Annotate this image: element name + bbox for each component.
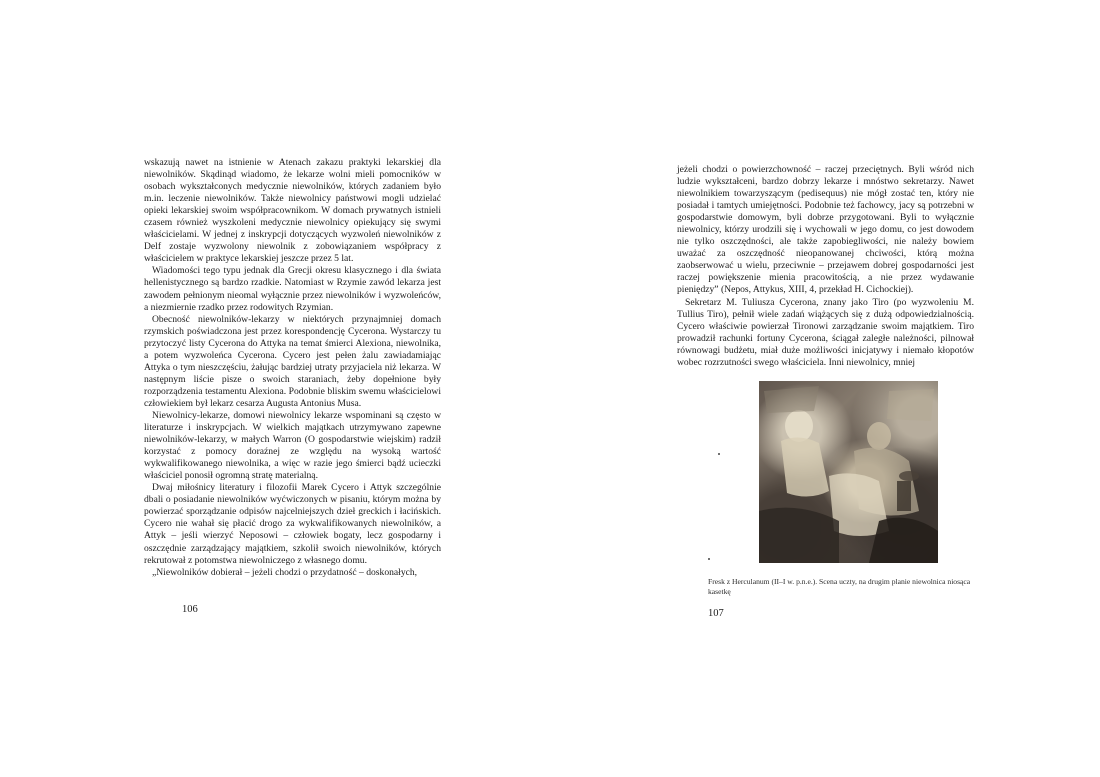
paragraph: jeżeli chodzi o powierzchowność – raczej przeciętnych. Byli wśród nich ludzie wykształceni, bardzo dobrzy lekarze i mnóstwo sekretarzy. Nawet niewolnikiem towarzyszącym (pedisequus) nie mógł zostać ten, który nie posiadał i tamtych umiejętności. Podobnie też fachowcy, jacy są potrzebni w gospodarstwie domowym, byli dobrze przygotowani. Byli to wyłącznie niewolnicy, którzy urodzili się i wychowali w jego domu, co jest dowodem nie tylko oszczędności, ale także zapobiegliwości, nie należy bowiem uważać za oszczędność nieopanowanej chciwości, którą można zaobserwować u wielu, przeciwnie – przejawem dobrej gospodarności jest raczej powiększenie mienia pracowitością, a nie przez wydawanie pieniędzy” (Nepos, Attykus, XIII, 4, przekład H. Cichockiej). xyxy=(677,164,974,296)
fresco-image xyxy=(759,381,938,563)
left-page-text xyxy=(144,157,441,579)
paragraph: Wiadomości tego typu jednak dla Grecji okresu klasycznego i dla świata hellenistycznego są bardzo rzadkie. Natomiast w Rzymie zawód lekarza jest zawodem pełnionym nieomal wyłącznie przez niewolników i wyzwoleńców, a niezmiernie rzadko przez rodowitych Rzymian. xyxy=(144,265,441,313)
paragraph: Dwaj miłośnicy literatury i filozofii Marek Cycero i Attyk szczególnie dbali o posiadanie niewolników wyćwiczonych w pisaniu, którym można by powierzać sporządzanie odpisów najcelniejszych dzieł greckich i łacińskich. Cycero nie wahał się płacić drogo za wykwalifikowanych niewolników, a Attyk – jeśli wierzyć Neposowi – człowiek bogaty, lecz gospodarny i oszczędnie zarządzający majątkiem, szkolił swoich niewolników, których rekrutował z potomstwa niewolniczego z własnego domu. xyxy=(144,482,441,566)
print-speck xyxy=(708,558,710,560)
paragraph: „Niewolników dobierał – jeżeli chodzi o przydatność – doskonałych, xyxy=(152,566,418,578)
right-page-text xyxy=(677,164,974,369)
print-speck xyxy=(718,453,720,455)
paragraph: Niewolnicy-lekarze, domowi niewolnicy lekarze wspominani są często w literaturze i inskrypcjach. W wielkich majątkach utrzymywano zapewne niewolników-lekarzy, w małych Warron (O gospodarstwie wiejskim) radził korzystać z pomocy doraźnej ze względu na wysoką wartość wykwalifikowanego niewolnika, a więc w razie jego śmierci bądź ucieczki właściciel ponosił ogromną stratę materialną. xyxy=(144,409,441,482)
page-number-right: 107 xyxy=(708,608,724,619)
paragraph: Obecność niewolników-lekarzy w niektórych przynajmniej domach rzymskich poświadczona jest przez korespondencję Cycerona. Wystarczy tu przytoczyć listy Cycerona do Attyka na temat śmierci Alexiona, niewolnika, a potem wyzwoleńca Cycerona. Cycero jest pełen żalu zawiadamiając Attyka o tym nieszczęściu, żałując bardziej utraty przyjaciela niż lekarza. W następnym liście pisze o swoich staraniach, żeby dopełnione były rozporządzenia testamentu Alexiona. Podobnie bliskim swemu właścicielowi człowiekiem był lekarz cesarza Augusta Antonius Musa. xyxy=(144,313,441,409)
page-number-left: 106 xyxy=(182,604,198,615)
paragraph: Sekretarz M. Tuliusza Cycerona, znany jako Tiro (po wyzwoleniu M. Tullius Tiro), pełnił wiele zadań wiążących się z dużą odpowiedzialnością. Cycero właściwie powierzał Tironowi zarządzanie swoim majątkiem. Tiro prowadził rachunki fortuny Cycerona, ściągał zaległe należności, pilnował równowagi budżetu, miał duże możliwości inicjatywy i niemało kłopotów wobec rozrzutności swego właściciela. Inni niewolnicy, mniej xyxy=(677,296,974,368)
figure-caption: Fresk z Herculanum (II–I w. p.n.e.). Scena uczty, na drugim planie niewolnica niosąca kasetkę xyxy=(708,577,971,596)
paragraph: wskazują nawet na istnienie w Atenach zakazu praktyki lekarskiej dla niewolników. Skądinąd wiadomo, że lekarze wolni mieli pomocników w osobach wykształconych medycznie niewolników, których zadaniem było m.in. leczenie niewolników. Także niewolnicy państwowi mogli udzielać opieki lekarskiej swoim współpracownikom. W domach prywatnych istnieli czasem również wyszkoleni medycznie niewolnicy opiekujący się swymi właścicielami. W jednej z inskrypcji dotyczących wyzwoleń niewolników z Delf zostaje wyzwolony niewolnik z zobowiązaniem współpracy z właścicielem w praktyce lekarskiej jeszcze przez 5 lat. xyxy=(144,157,441,265)
